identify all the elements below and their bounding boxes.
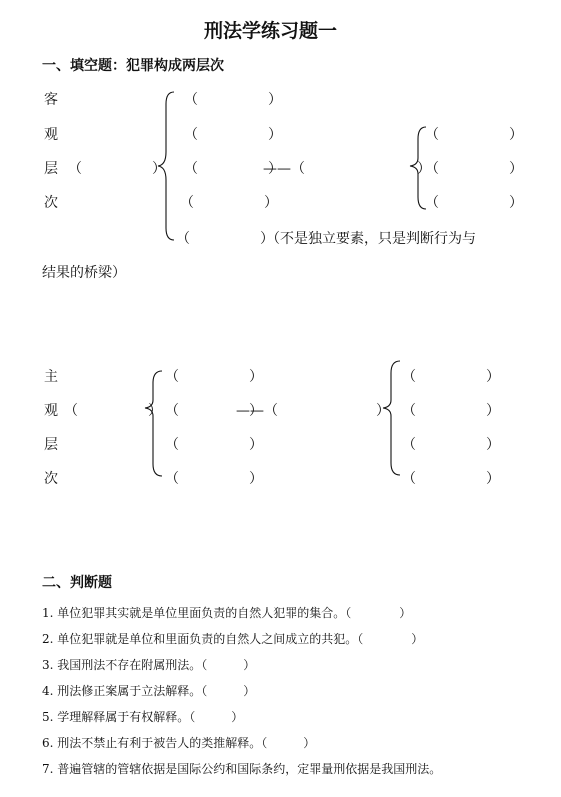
vertical-char: 主 [44,369,58,385]
blank-objective-sub[interactable]: （ ） [425,127,523,143]
blank-objective-element[interactable]: （ ） [180,195,278,211]
section-heading-fill-in: 一、填空题：犯罪构成两层次 [42,58,224,74]
blank-objective-level[interactable]: （ ） [68,161,166,177]
causation-note-cont: 结果的桥梁） [42,265,126,281]
blank-objective-element[interactable]: （ ） [184,127,282,143]
causation-note: （不是独立要素，只是判断行为与 [266,231,476,247]
blank-subjective-sub[interactable]: （ ） [402,369,500,385]
section-heading-true-false: 二、判断题 [42,575,112,591]
list-item: 7. 普遍管辖的管辖依据是国际公约和国际条约，定罪量刑依据是我国刑法。 [42,762,442,776]
list-item: 2. 单位犯罪就是单位和里面负责的自然人之间成立的共犯。（ ） [42,632,424,646]
blank-subjective-sub[interactable]: （ ） [402,437,500,453]
list-item: 6. 刑法不禁止有利于被告人的类推解释。（ ） [42,736,316,750]
list-item: 4. 刑法修正案属于立法解释。（ ） [42,684,256,698]
list-item: 5. 学理解释属于有权解释。（ ） [42,710,244,724]
list-item: 1. 单位犯罪其实就是单位里面负责的自然人犯罪的集合。（ ） [42,606,412,620]
blank-subjective-element[interactable]: （ ） [165,403,263,419]
left-brace [158,92,174,240]
vertical-char: 层 [44,161,58,177]
blank-objective-element[interactable]: （ ） [184,161,282,177]
blank-subjective-element[interactable]: （ ） [165,437,263,453]
vertical-char: 观 [44,403,58,419]
page-title: 刑法学练习题一 [204,20,338,42]
blank-objective-element[interactable]: （ ） [184,92,282,108]
left-brace [145,371,162,476]
vertical-char: 次 [44,471,58,487]
blank-subjective-sub[interactable]: （ ） [402,403,500,419]
vertical-char: 观 [44,127,58,143]
blank-causation[interactable]: （ ） [176,231,274,247]
left-brace [383,361,400,475]
connector-blank[interactable]: ——（ ） [236,403,390,419]
blank-subjective-sub[interactable]: （ ） [402,471,500,487]
blank-objective-sub[interactable]: （ ） [425,195,523,211]
blank-subjective-element[interactable]: （ ） [165,369,263,385]
vertical-char: 次 [44,195,58,211]
left-brace [410,127,426,209]
connector-blank[interactable]: ——（ ） [263,161,431,177]
vertical-char: 层 [44,437,58,453]
blank-subjective-level[interactable]: （ ） [64,403,162,419]
blank-subjective-element[interactable]: （ ） [165,471,263,487]
list-item: 3. 我国刑法不存在附属刑法。（ ） [42,658,256,672]
blank-objective-sub[interactable]: （ ） [425,161,523,177]
vertical-char: 客 [44,92,58,108]
